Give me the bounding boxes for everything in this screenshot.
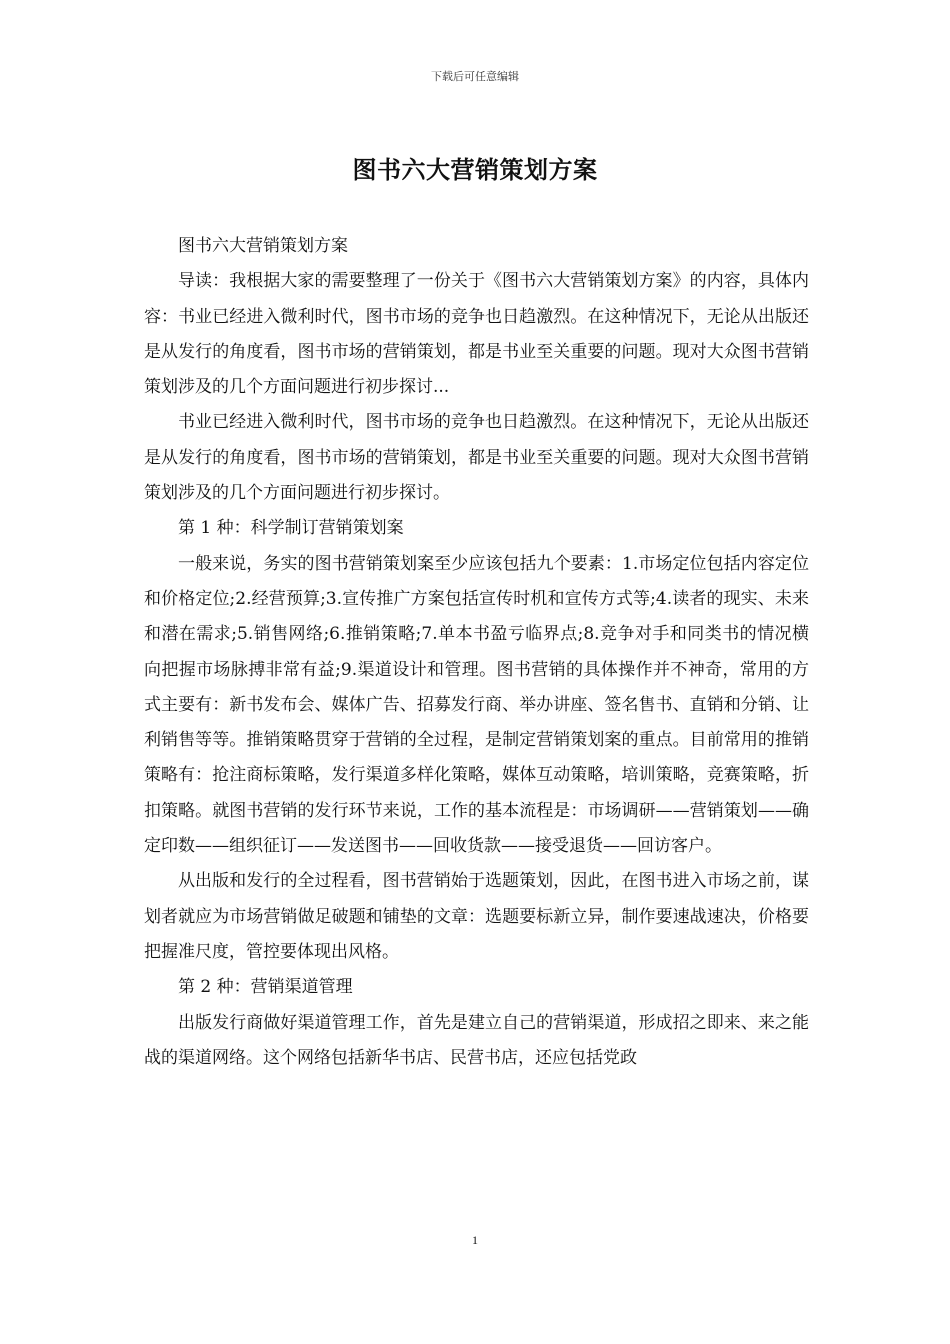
document-body — [144, 229, 809, 1076]
section-heading-2: 第 2 种：营销渠道管理 — [178, 977, 353, 998]
paragraph-section-2-channels: 出版发行商做好渠道管理工作，首先是建立自己的营销渠道，形成招之即来、来之能战的渠道网络。这个网络包括新华书店、民营书店，还应包括党政 — [144, 1012, 809, 1068]
document-title: 图书六大营销策划方案 — [352, 155, 598, 184]
paragraph-intro: 导读：我根据大家的需要整理了一份关于《图书六大营销策划方案》的内容，具体内容：书业已经进入微利时代，图书市场的竞争也日趋激烈。在这种情况下，无论从出版还是从发行的角度看，图书市场的营销策划，都是书业至关重要的问题。现对大众图书营销策划涉及的几个方面问题进行初步探讨... — [144, 271, 809, 398]
paragraph-subtitle: 图书六大营销策划方案 — [178, 236, 348, 256]
paragraph-background: 书业已经进入微利时代，图书市场的竞争也日趋激烈。在这种情况下，无论从出版还是从发行的角度看，图书市场的营销策划，都是书业至关重要的问题。现对大众图书营销策划涉及的几个方面问题进行初步探讨。 — [144, 412, 809, 504]
page-number: 1 — [472, 1233, 478, 1247]
header-note: 下载后可任意编辑 — [431, 70, 519, 83]
section-heading-1: 第 1 种：科学制订营销策划案 — [178, 518, 404, 539]
paragraph-section-1-elements: 一般来说，务实的图书营销策划案至少应该包括九个要素：1.市场定位包括内容定位和价格定位;2.经营预算;3.宣传推广方案包括宣传时机和宣传方式等;4.读者的现实、未来和潜在需求;5.销售网络;6.推销策略;7.单本书盈亏临界点;8.竞争对手和同类书的情况横向把握市场脉搏非常有益;9.渠道设计和管理。图书营销的具体操作并不神奇，常用的方式主要有：新书发布会、媒体广告、招募发行商、举办讲座、签名售书、直销和分销、让利销售等等。推销策略贯穿于营销的全过程，是制定营销策划案的重点。目前常用的推销策略有：抢注商标策略，发行渠道多样化策略，媒体互动策略，培训策略，竞赛策略，折扣策略。就图书营销的发行环节来说，工作的基本流程是：市场调研——营销策划——确定印数——组织征订——发送图书——回收货款——接受退货——回访客户。 — [144, 553, 809, 857]
paragraph-section-1-planning: 从出版和发行的全过程看，图书营销始于选题策划，因此，在图书进入市场之前，谋划者就应为市场营销做足破题和铺垫的文章：选题要标新立异，制作要速战速决，价格要把握准尺度，管控要体现出风格。 — [144, 871, 809, 962]
